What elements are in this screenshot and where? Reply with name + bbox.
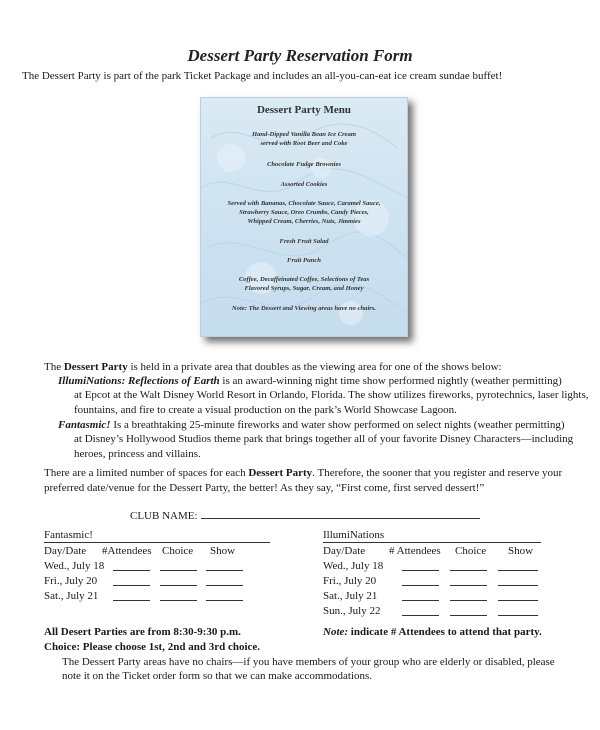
menu-item: Coffee, Decaffeinated Coffee, Selections of Teas Flavored Syrups, Sugar, Cream, and Honey	[238, 276, 370, 292]
choice-blank[interactable]	[450, 590, 487, 601]
attendees-blank[interactable]	[402, 605, 439, 616]
illuminations-table: IllumiNations Day/Date # Attendees Choice Show Wed., July 18 Fri., July 20 Sat., July 21 Sun., July 22	[323, 529, 541, 625]
venue-paragraph: The Dessert Party is held in a private area that doubles as the viewing area for one of the shows below:	[44, 361, 502, 373]
table-title: IllumiNations	[323, 529, 541, 543]
choice-blank[interactable]	[160, 560, 197, 571]
attendees-blank[interactable]	[402, 590, 439, 601]
attendees-note: Note: indicate # Attendees to attend that party.	[323, 626, 542, 638]
menu-title: Dessert Party Menu	[256, 104, 352, 116]
menu-item: Assorted Cookies	[280, 181, 328, 188]
table-title: Fantasmic!	[44, 529, 270, 543]
menu-item: Fruit Punch	[287, 257, 321, 264]
show-fantasmic-desc: Fantasmic! Is a breathtaking 25-minute fireworks and water show performed on select nights (weather permitting) at Disney’s Hollywood Studios theme park that brings together all of your favorite Disney Characters—including heroes, princess and villains.	[58, 419, 574, 460]
show-blank[interactable]	[498, 560, 538, 571]
dessert-party-bold: Dessert Party	[63, 361, 128, 373]
choice-blank[interactable]	[450, 605, 487, 616]
attendees-blank[interactable]	[113, 575, 150, 586]
club-name-field[interactable]	[130, 507, 480, 522]
show-illuminations-desc: IllumiNations: Reflections of Earth is an award-winning night time show performed nightly (weather permitting) at Epcot at the Walt Disney World Resort in Orlando, Florida. The show utilizes fireworks, pyrotechnics, laser lights, fountains, and fire to create a visual production on the park’s World Showcase Lagoon.	[58, 375, 589, 416]
choice-blank[interactable]	[450, 560, 487, 571]
party-times: All Desert Parties are from 8:30-9:30 p.m.	[44, 626, 241, 638]
show-blank[interactable]	[498, 575, 538, 586]
choice-instruction: Choice: Please choose 1st, 2nd and 3rd choice.	[44, 641, 261, 653]
attendees-blank[interactable]	[113, 590, 150, 601]
dessert-menu-card	[200, 97, 408, 337]
show-name: Fantasmic!	[58, 419, 111, 431]
attendees-blank[interactable]	[113, 560, 150, 571]
club-name-input-line[interactable]	[201, 507, 480, 519]
show-blank[interactable]	[498, 605, 538, 616]
limited-spaces-paragraph: There are a limited number of spaces for each Dessert Party. Therefore, the sooner that you register and reserve your preferred date/venue for the Dessert Party, the better! As they say, “First come, first served dessert!”	[44, 467, 563, 494]
attendees-blank[interactable]	[402, 575, 439, 586]
choice-blank[interactable]	[450, 575, 487, 586]
show-blank[interactable]	[498, 590, 538, 601]
menu-item: Fresh Fruit Salad	[279, 238, 329, 245]
show-blank[interactable]	[206, 560, 243, 571]
fantasmic-table: Fantasmic! Day/Date #Attendees Choice Show Wed., July 18 Fri., July 20 Sat., July 21	[44, 529, 270, 609]
choice-blank[interactable]	[160, 590, 197, 601]
show-blank[interactable]	[206, 575, 243, 586]
menu-note: Note: The Dessert and Viewing areas have no chairs.	[231, 305, 377, 312]
show-name: IllumiNations: Reflections of Earth	[58, 375, 220, 387]
menu-item: Served with Bananas, Chocolate Sauce, Caramel Sauce, Strawberry Sauce, Oreo Crumbs, Candy Pieces, Whipped Cream, Cherries, Nuts, Jimmies	[227, 200, 381, 225]
club-name-label: CLUB NAME:	[130, 510, 198, 522]
show-blank[interactable]	[206, 590, 243, 601]
choice-blank[interactable]	[160, 575, 197, 586]
attendees-blank[interactable]	[402, 560, 439, 571]
menu-item: Hand-Dipped Vanilla Bean Ice Cream served with Root Beer and Coke	[251, 131, 357, 147]
menu-item: Chocolate Fudge Brownies	[266, 161, 341, 168]
intro-text: The Dessert Party is part of the park Ticket Package and includes an all-you-can-eat ice cream sundae buffet!	[22, 70, 503, 82]
no-chairs-note: The Dessert Party areas have no chairs—if you have members of your group who are elderly or disabled, please note it on the Ticket order form so that we can make accommodations.	[62, 656, 555, 682]
form-title: Dessert Party Reservation Form	[187, 46, 413, 65]
